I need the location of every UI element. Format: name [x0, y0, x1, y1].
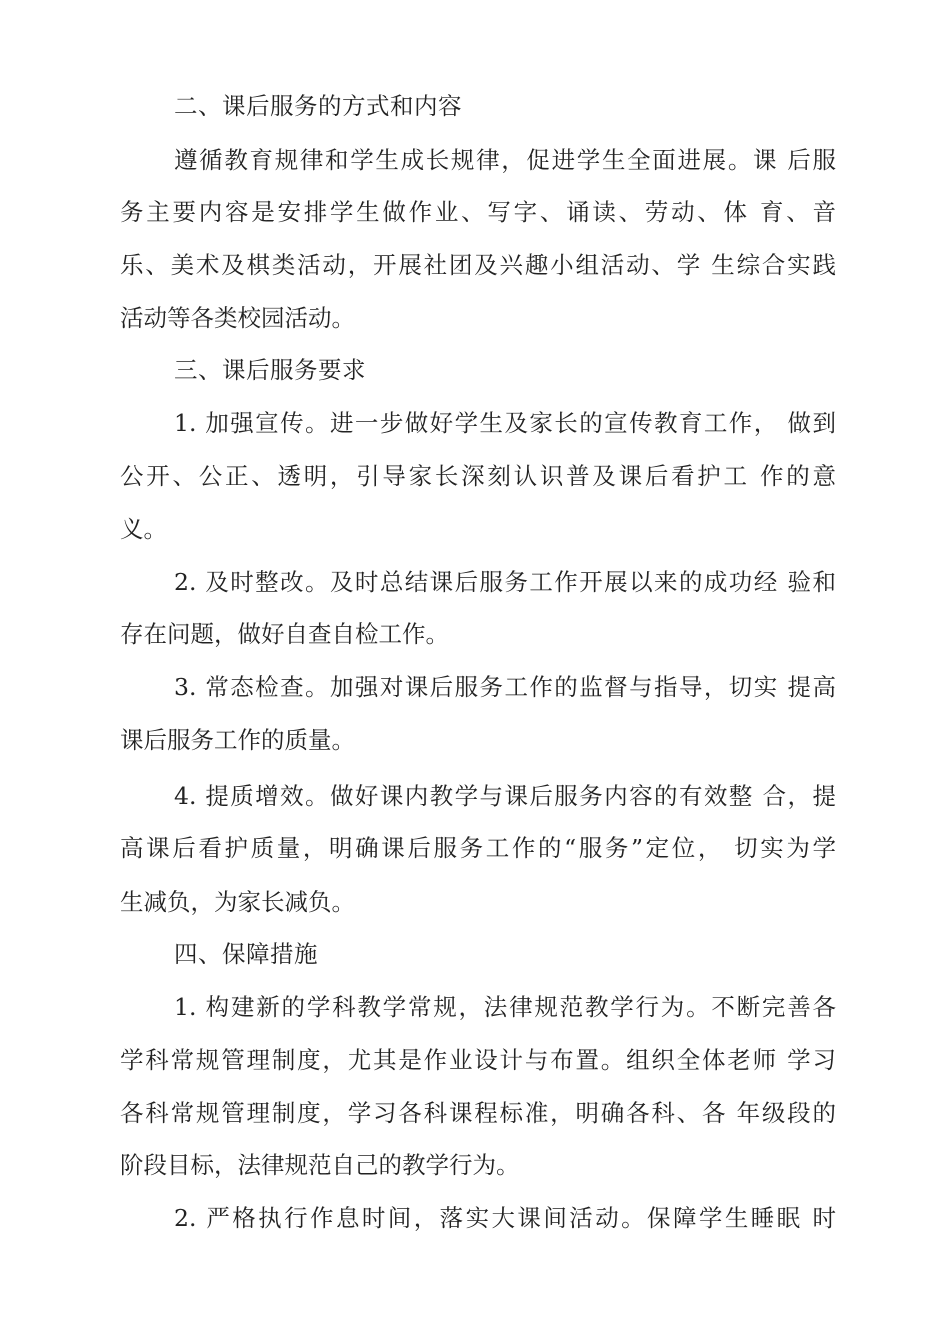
paragraph-line: 课后服务工作的质量。 [120, 726, 355, 754]
paragraph-line: 4. 提质增效。做好课内教学与课后服务内容的有效整 合，提 [174, 782, 836, 810]
paragraph-line: 遵循教育规律和学生成长规律，促进学生全面进展。课 后服 [174, 146, 836, 174]
paragraph-line: 务主要内容是安排学生做作业、写字、诵读、劳动、体 育、音 [120, 198, 836, 226]
paragraph-line: 公开、公正、透明，引导家长深刻认识普及课后看护工 作的意 [120, 462, 836, 490]
heading-section-2: 二、课后服务的方式和内容 [174, 92, 462, 120]
paragraph-line: 存在问题，做好自查自检工作。 [120, 620, 449, 648]
paragraph-line: 活动等各类校园活动。 [120, 304, 355, 332]
paragraph-line: 阶段目标，法律规范自己的教学行为。 [120, 1151, 520, 1179]
paragraph-line: 各科常规管理制度，学习各科课程标准，明确各科、各 年级段的 [120, 1099, 836, 1127]
paragraph-line: 3. 常态检查。加强对课后服务工作的监督与指导，切实 提高 [174, 673, 836, 701]
paragraph-line: 乐、美术及棋类活动，开展社团及兴趣小组活动、学 生综合实践 [120, 251, 836, 279]
paragraph-line: 义。 [120, 515, 167, 543]
paragraph-line: 生减负，为家长减负。 [120, 888, 355, 916]
paragraph-line: 高课后看护质量，明确课后服务工作的“服务”定位， 切实为学 [120, 834, 836, 862]
paragraph-line: 1. 加强宣传。进一步做好学生及家长的宣传教育工作， 做到 [174, 409, 836, 437]
paragraph-line: 学科常规管理制度，尤其是作业设计与布置。组织全体老师 学习 [120, 1046, 836, 1074]
paragraph-line: 2. 严格执行作息时间，落实大课间活动。保障学生睡眠 时 [174, 1204, 836, 1232]
heading-section-3: 三、课后服务要求 [174, 356, 366, 384]
heading-section-4: 四、保障措施 [174, 940, 318, 968]
paragraph-line: 1. 构建新的学科教学常规，法律规范教学行为。不断完善各 [174, 993, 836, 1021]
paragraph-line: 2. 及时整改。及时总结课后服务工作开展以来的成功经 验和 [174, 568, 836, 596]
